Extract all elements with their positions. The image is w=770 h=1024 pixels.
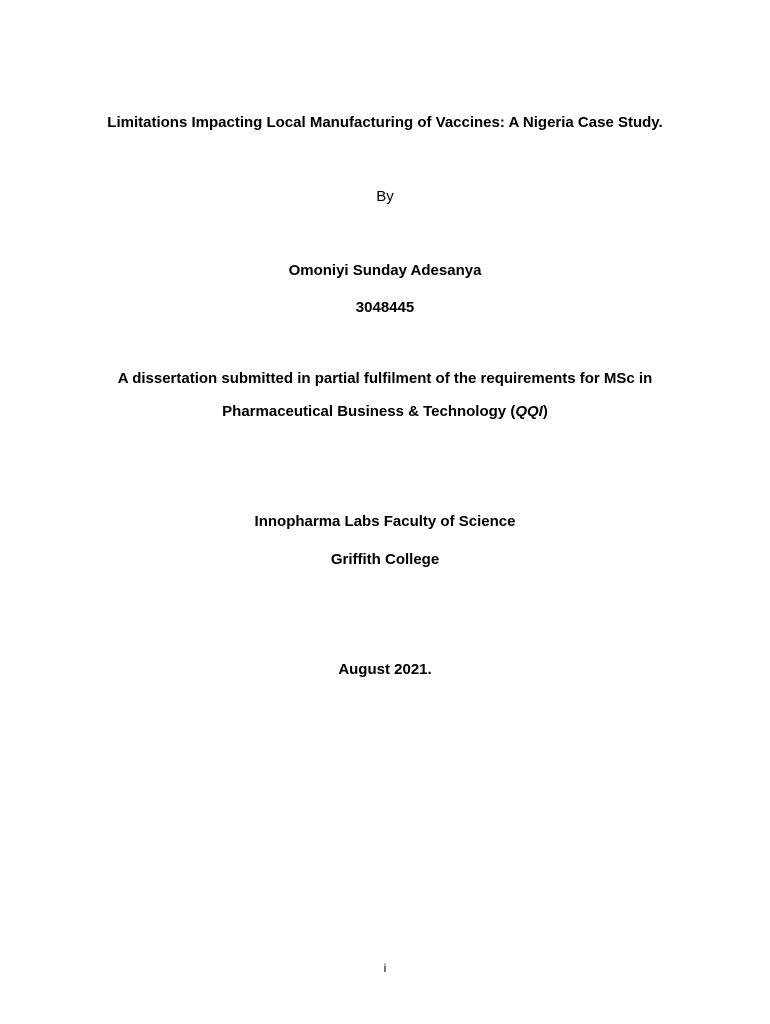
college-name: Griffith College — [330, 551, 440, 568]
submission-statement-line2 — [0, 404, 770, 419]
programme-name: Pharmaceutical Business & Technology ( — [222, 403, 516, 420]
by-label: By — [376, 188, 394, 205]
submission-statement-line1: A dissertation submitted in partial fulfilment of the requirements for MSc in — [117, 370, 653, 387]
dissertation-title: Limitations Impacting Local Manufacturing of Vaccines: A Nigeria Case Study. — [107, 114, 663, 131]
submission-date: August 2021. — [338, 661, 432, 678]
faculty-name: Innopharma Labs Faculty of Science — [254, 513, 516, 530]
closing-parenthesis: ) — [542, 403, 548, 420]
qqi-label: QQI — [515, 403, 543, 420]
page-number: i — [383, 961, 387, 975]
student-id: 3048445 — [355, 299, 415, 316]
author-name: Omoniyi Sunday Adesanya — [288, 262, 482, 279]
